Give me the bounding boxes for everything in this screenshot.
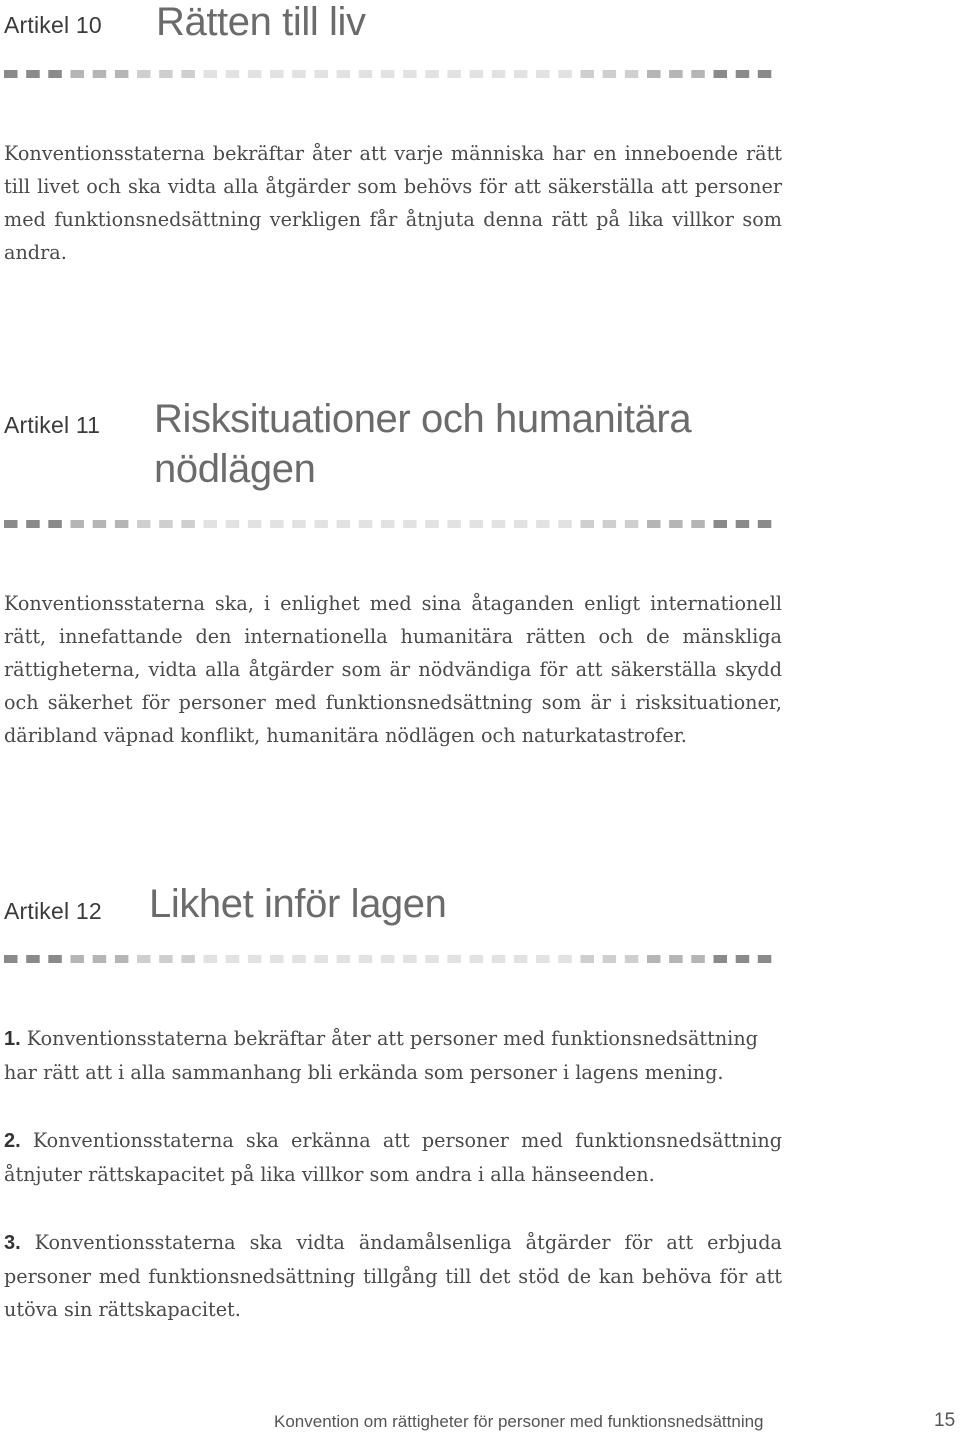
- article-12-item-1: [4, 1022, 782, 1089]
- item-text: Konventionsstaterna bekräftar åter att personer med funktionsnedsättning har rätt att i alla sammanhang bli erkända som personer i lagens mening.: [4, 1027, 758, 1084]
- divider-segment: [71, 70, 85, 78]
- divider-segment: [625, 955, 639, 963]
- divider-segment: [4, 520, 18, 528]
- article-11-label: Artikel 11: [4, 412, 101, 438]
- divider-segment: [314, 955, 328, 963]
- divider-segment: [181, 70, 195, 78]
- divider-segment: [314, 70, 328, 78]
- divider-segment: [514, 70, 528, 78]
- divider-segment: [204, 70, 218, 78]
- divider-segment: [536, 955, 550, 963]
- divider-segment: [758, 520, 772, 528]
- divider-segment: [492, 955, 506, 963]
- divider-segment: [470, 520, 484, 528]
- divider-segment: [314, 520, 328, 528]
- divider-segment: [48, 520, 62, 528]
- article-11-title-line2: nödlägen: [154, 447, 316, 491]
- divider-segment: [226, 70, 240, 78]
- divider-segment: [603, 70, 617, 78]
- divider-segment: [447, 70, 461, 78]
- divider-segment: [159, 520, 173, 528]
- divider-segment: [558, 955, 572, 963]
- divider-segment: [337, 70, 351, 78]
- divider-segment: [536, 520, 550, 528]
- divider-segment: [647, 520, 661, 528]
- article-12-label: Artikel 12: [4, 898, 102, 924]
- divider-segment: [691, 520, 705, 528]
- divider-segment: [447, 955, 461, 963]
- section-divider: [4, 955, 780, 963]
- divider-segment: [26, 70, 40, 78]
- divider-segment: [403, 70, 417, 78]
- divider-segment: [558, 70, 572, 78]
- divider-segment: [159, 70, 173, 78]
- divider-segment: [204, 520, 218, 528]
- divider-segment: [403, 955, 417, 963]
- divider-segment: [669, 520, 683, 528]
- divider-segment: [137, 955, 151, 963]
- divider-segment: [270, 70, 284, 78]
- divider-segment: [337, 955, 351, 963]
- section-divider: [4, 70, 780, 78]
- divider-segment: [137, 70, 151, 78]
- article-10-label: Artikel 10: [4, 12, 102, 38]
- item-text: Konventionsstaterna ska vidta ändamålsenliga åtgärder för att erbjuda personer med funktionsnedsättning tillgång till det stöd de kan behöva för att utöva sin rättskapacitet.: [4, 1231, 782, 1321]
- divider-segment: [492, 520, 506, 528]
- divider-segment: [248, 520, 262, 528]
- divider-segment: [714, 955, 728, 963]
- divider-segment: [292, 70, 306, 78]
- divider-segment: [26, 955, 40, 963]
- divider-segment: [581, 520, 595, 528]
- divider-segment: [270, 955, 284, 963]
- divider-segment: [159, 955, 173, 963]
- divider-segment: [425, 520, 439, 528]
- divider-segment: [647, 70, 661, 78]
- divider-segment: [204, 955, 218, 963]
- divider-segment: [514, 520, 528, 528]
- divider-segment: [381, 955, 395, 963]
- divider-segment: [115, 520, 128, 528]
- divider-segment: [425, 955, 439, 963]
- divider-segment: [359, 520, 373, 528]
- divider-segment: [669, 955, 683, 963]
- article-11-title: [154, 394, 691, 494]
- divider-segment: [226, 520, 240, 528]
- divider-segment: [26, 520, 40, 528]
- divider-segment: [736, 520, 750, 528]
- divider-segment: [470, 70, 484, 78]
- divider-segment: [758, 70, 772, 78]
- divider-segment: [381, 70, 395, 78]
- divider-segment: [691, 70, 705, 78]
- divider-segment: [337, 520, 351, 528]
- divider-segment: [669, 70, 683, 78]
- divider-segment: [425, 70, 439, 78]
- divider-segment: [381, 520, 395, 528]
- divider-segment: [581, 955, 595, 963]
- divider-segment: [647, 955, 661, 963]
- divider-segment: [71, 955, 85, 963]
- divider-segment: [181, 955, 195, 963]
- article-10-text: Konventionsstaterna bekräftar åter att varje människa har en inneboende rätt till livet och ska vidta alla åtgärder som behövs för att säkerställa att personer med funktionsnedsättning verkligen får åtnjuta denna rätt på lika villkor som andra.: [4, 142, 782, 264]
- divider-segment: [758, 955, 772, 963]
- divider-segment: [48, 955, 62, 963]
- divider-segment: [536, 70, 550, 78]
- divider-segment: [4, 70, 18, 78]
- section-divider: [4, 520, 780, 528]
- article-10-title: Rätten till liv: [156, 0, 366, 44]
- divider-segment: [181, 520, 195, 528]
- divider-segment: [714, 70, 728, 78]
- divider-segment: [581, 70, 595, 78]
- article-12-item-3: [4, 1226, 782, 1326]
- divider-segment: [248, 955, 262, 963]
- article-12-item-2: [4, 1124, 782, 1191]
- divider-segment: [115, 70, 128, 78]
- divider-segment: [270, 520, 284, 528]
- item-number: 3.: [4, 1232, 21, 1254]
- divider-segment: [558, 520, 572, 528]
- divider-segment: [93, 955, 107, 963]
- divider-segment: [71, 520, 85, 528]
- divider-segment: [447, 520, 461, 528]
- divider-segment: [470, 955, 484, 963]
- divider-segment: [492, 70, 506, 78]
- divider-segment: [736, 955, 750, 963]
- article-12-title: Likhet inför lagen: [149, 882, 447, 926]
- divider-segment: [248, 70, 262, 78]
- divider-segment: [403, 520, 417, 528]
- article-11-text: Konventionsstaterna ska, i enlighet med sina åtaganden enligt internationell rätt, innefattande den internationella humanitära rätten och de mänskliga rättigheterna, vidta alla åtgärder som är nödvändiga för att säkerställa skydd och säkerhet för personer med funktionsnedsättning som är i risksituationer, däribland väpnad konflikt, humanitära nödlägen och naturkatastrofer.: [4, 592, 782, 747]
- divider-segment: [93, 520, 107, 528]
- divider-segment: [226, 955, 240, 963]
- divider-segment: [292, 955, 306, 963]
- divider-segment: [359, 955, 373, 963]
- divider-segment: [625, 520, 639, 528]
- item-number: 2.: [4, 1130, 21, 1152]
- footer-document-title: Konvention om rättigheter för personer med funktionsnedsättning: [274, 1412, 764, 1431]
- divider-segment: [603, 955, 617, 963]
- item-text: Konventionsstaterna ska erkänna att personer med funktionsnedsättning åtnjuter rättskapacitet på lika villkor som andra i alla hänseenden.: [4, 1129, 782, 1186]
- divider-segment: [625, 70, 639, 78]
- divider-segment: [48, 70, 62, 78]
- divider-segment: [359, 70, 373, 78]
- divider-segment: [93, 70, 107, 78]
- divider-segment: [691, 955, 705, 963]
- article-11-title-line1: Risksituationer och humanitära: [154, 397, 692, 441]
- page-number: 15: [934, 1410, 956, 1431]
- item-number: 1.: [4, 1028, 21, 1050]
- divider-segment: [603, 520, 617, 528]
- divider-segment: [137, 520, 151, 528]
- divider-segment: [292, 520, 306, 528]
- divider-segment: [4, 955, 18, 963]
- divider-segment: [736, 70, 750, 78]
- divider-segment: [714, 520, 728, 528]
- divider-segment: [115, 955, 128, 963]
- divider-segment: [514, 955, 528, 963]
